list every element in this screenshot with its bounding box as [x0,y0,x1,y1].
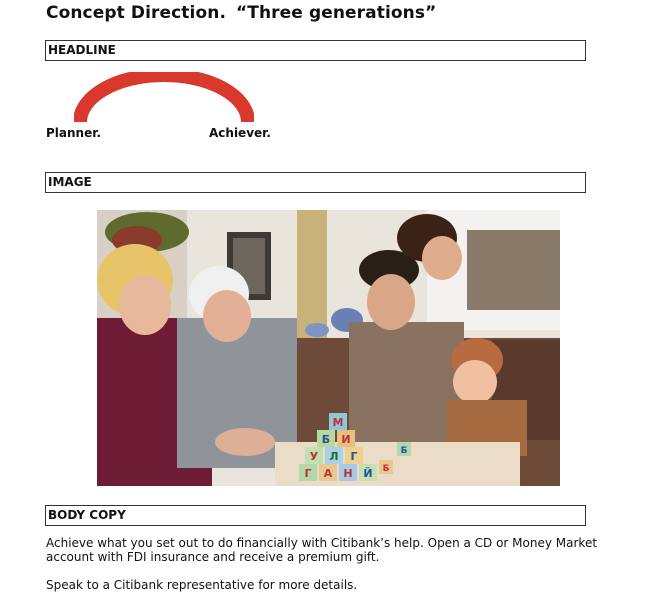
block-letter: И [341,433,351,446]
title-quote: “Three generations” [236,3,437,23]
body-paragraph-1-line-1: Achieve what you set out to do financially with Citibank’s help. Open a CD or Money Market [46,536,598,550]
page-title [46,3,436,23]
headline-section-box [45,40,586,61]
image-section-box [45,172,586,193]
block-letter: Б [400,446,408,456]
achiever-label: Achiever. [209,126,271,140]
body-copy-section-label: BODY COPY [48,508,126,522]
body-copy-section-box [45,505,586,526]
block-letter: Г [304,467,312,480]
title-text: Concept Direction. [46,3,227,23]
planner-label: Planner. [46,126,101,140]
block-letter: М [332,416,344,429]
block-letter: Й [363,467,373,480]
block-letter: Б [382,464,390,474]
image-section-label: IMAGE [48,175,92,189]
family-photo [97,210,560,486]
block-letter: У [309,450,319,463]
body-paragraph-1-line-2: account with FDI insurance and receive a premium gift. [46,550,380,564]
block-letter: Л [329,450,339,463]
block-letter: Б [321,433,331,446]
headline-arc [74,72,254,126]
body-paragraph-1 [46,536,597,564]
block-letter: Н [343,467,353,480]
block-letter: Г [350,450,358,463]
headline-section-label: HEADLINE [48,43,116,57]
body-paragraph-2: Speak to a Citibank representative for more details. [46,578,358,592]
block-letter: А [323,467,333,480]
